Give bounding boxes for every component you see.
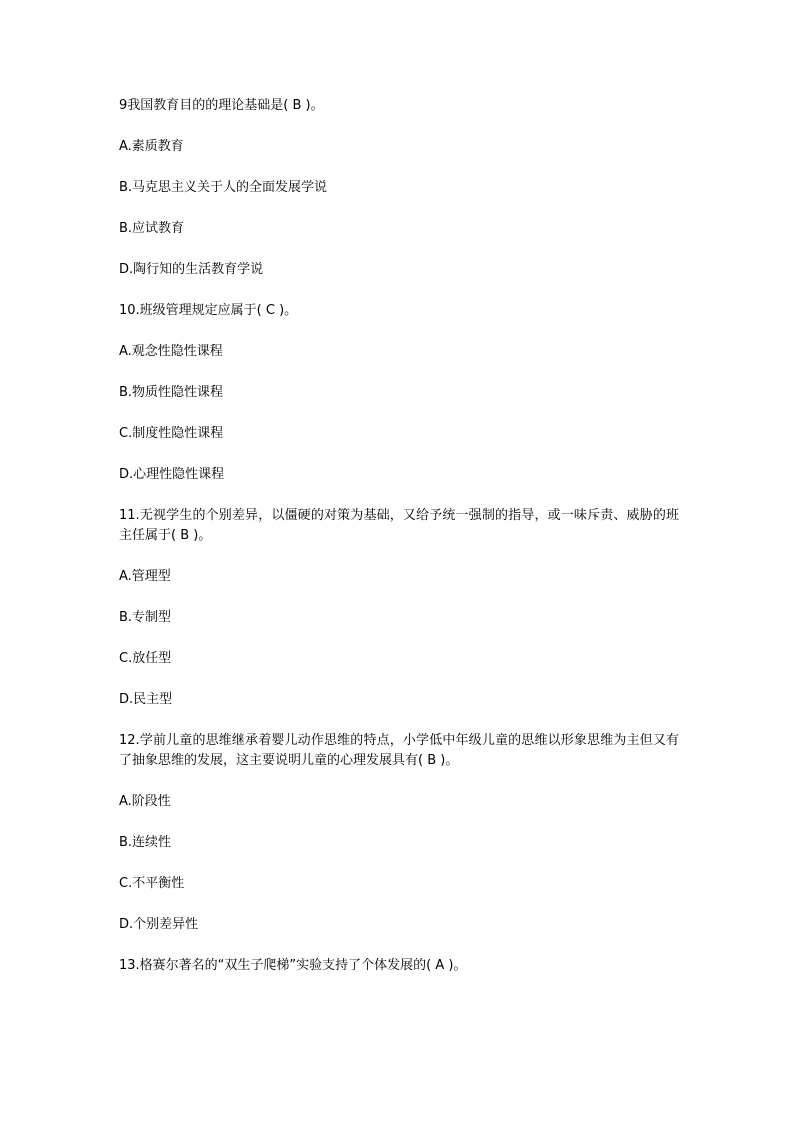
option: A.管理型 <box>119 569 171 584</box>
option: D.个别差异性 <box>119 917 199 932</box>
option: B.应试教育 <box>119 221 185 236</box>
question-stem: 12.学前儿童的思维继承着婴儿动作思维的特点，小学低中年级儿童的思维以形象思维为主但又有了抽象思维的发展，这主要说明儿童的心理发展具有( B )。 <box>119 733 679 768</box>
option: C.制度性隐性课程 <box>119 426 224 441</box>
option: B.物质性隐性课程 <box>119 385 224 400</box>
question-stem: 9我国教育目的的理论基础是( B )。 <box>119 98 324 113</box>
question-stem: 10.班级管理规定应属于( C )。 <box>119 303 298 318</box>
question-13 <box>119 956 679 976</box>
option: D.陶行知的生活教育学说 <box>119 262 264 277</box>
option: A.观念性隐性课程 <box>119 344 223 359</box>
question-stem: 11.无视学生的个别差异，以僵硬的对策为基础，又给予统一强制的指导，或一味斥责、威胁的班主任属于( B )。 <box>119 508 679 543</box>
option: D.心理性隐性课程 <box>119 467 225 482</box>
option: A.阶段性 <box>119 794 171 809</box>
question-12 <box>119 731 679 956</box>
option: C.不平衡性 <box>119 876 185 891</box>
question-11 <box>119 506 679 731</box>
option: B.连续性 <box>119 835 172 850</box>
question-stem: 13.格赛尔著名的“双生子爬梯”实验支持了个体发展的( A )。 <box>119 958 467 973</box>
question-10 <box>119 301 679 506</box>
question-9 <box>119 96 679 301</box>
question-list <box>119 96 679 976</box>
option: A.素质教育 <box>119 139 184 154</box>
option: C.放任型 <box>119 651 172 666</box>
option: B.马克思主义关于人的全面发展学说 <box>119 180 328 195</box>
option: D.民主型 <box>119 692 173 707</box>
option: B.专制型 <box>119 610 172 625</box>
